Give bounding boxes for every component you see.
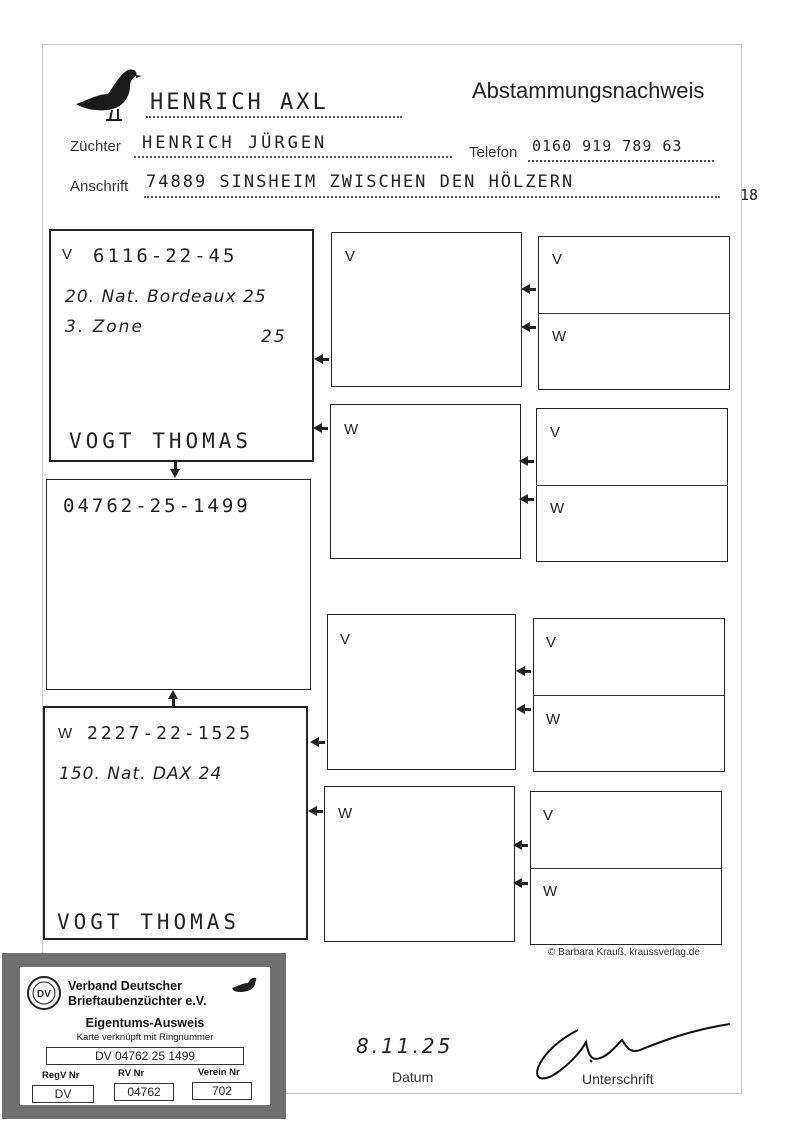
breeder-label: Züchter (70, 138, 121, 155)
pigeon-logo-icon (72, 64, 144, 124)
gen3-arrow-8-icon (513, 878, 522, 888)
card-col3-value: 702 (192, 1082, 252, 1100)
gen3-box-4-v-label: V (543, 807, 554, 824)
gen3-arrow-5-icon (516, 666, 525, 676)
address-line (144, 196, 720, 198)
date-label: Datum (392, 1069, 434, 1085)
gen3-box-2-v-label: V (550, 424, 561, 441)
pigeon-name: HENRICH AXL (150, 90, 329, 115)
gen3-box-1-divider (539, 313, 729, 314)
card-col1-label: RegV Nr (42, 1070, 80, 1081)
gen3-box-2-divider (537, 485, 727, 486)
ownership-card-inner (20, 967, 270, 1105)
sire-arrow-icon (170, 469, 180, 478)
card-col2-value: 04762 (114, 1083, 174, 1101)
address-number: 18 (740, 186, 759, 204)
card-subtitle: Karte verknüpft mit Ringnummer (76, 1032, 214, 1043)
gen3-box-3 (533, 618, 725, 772)
sire-sire-label: V (345, 248, 356, 265)
gen3-box-1 (538, 236, 730, 390)
dam-sex-label: W (58, 725, 73, 742)
card-ring-field: DV 04762 25 1499 (46, 1047, 244, 1065)
gen3-box-3-w-label: W (546, 711, 561, 728)
gen3-arrow-4-icon (519, 494, 528, 504)
sire-breeder: VOGT THOMAS (69, 429, 253, 453)
gen3-box-3-v-label: V (546, 634, 557, 651)
dam-result-1: 150. Nat. DAX 24 (59, 764, 223, 784)
sire-sire-arrow-icon (314, 354, 323, 364)
card-col1-value: DV (32, 1085, 94, 1103)
phone-value: 0160 919 789 63 (532, 137, 683, 155)
card-org-line-2: Brieftaubenzüchter e.V. (68, 994, 207, 1008)
sire-sire-box (331, 232, 522, 387)
card-title: Eigentums-Ausweis (85, 1016, 205, 1030)
gen3-box-4-divider (531, 868, 721, 869)
gen3-arrow-2-icon (521, 322, 530, 332)
ownership-card (2, 953, 286, 1119)
gen3-box-2 (536, 408, 728, 562)
address-label: Anschrift (70, 178, 129, 195)
card-pigeon-icon (230, 975, 258, 995)
copyright-text: © Barbara Krauß, kraussverlag.de (548, 947, 700, 958)
gen3-box-4 (530, 791, 722, 945)
sire-result-2: 3. Zone (65, 317, 144, 337)
dam-breeder: VOGT THOMAS (57, 910, 241, 934)
date-value: 8.11.25 (356, 1034, 454, 1058)
card-col2-label: RV Nr (118, 1068, 145, 1079)
dam-sire-box (327, 614, 516, 770)
sire-result-1: 20. Nat. Bordeaux 25 (65, 287, 267, 307)
gen3-box-1-w-label: W (552, 328, 567, 345)
gen3-arrow-7-icon (513, 840, 522, 850)
dam-box (43, 706, 308, 940)
gen3-box-3-divider (534, 695, 724, 696)
sire-dam-arrow-icon (313, 423, 322, 433)
card-col3-label: Verein Nr (198, 1067, 240, 1078)
subject-box (46, 479, 311, 690)
breeder-line (134, 156, 452, 158)
gen3-box-4-w-label: W (543, 883, 558, 900)
breeder-value: HENRICH JÜRGEN (142, 133, 328, 153)
dam-dam-box (324, 786, 515, 942)
sire-sex-label: V (62, 246, 73, 263)
subject-ring: 04762-25-1499 (63, 495, 251, 517)
gen3-arrow-1-icon (521, 284, 530, 294)
phone-line (528, 160, 714, 162)
address-value: 74889 SINSHEIM ZWISCHEN DEN HÖLZERN (146, 172, 575, 192)
phone-label: Telefon (469, 144, 518, 161)
association-logo-icon (26, 975, 62, 1011)
sire-dam-label: W (344, 421, 359, 438)
signature-image (530, 1016, 740, 1090)
sire-ring: 6116-22-45 (93, 245, 238, 267)
dam-dam-label: W (338, 805, 353, 822)
document-title: Abstammungsnachweis (472, 78, 705, 103)
card-org-line-1: Verband Deutscher (68, 979, 182, 993)
dam-ring: 2227-22-1525 (87, 723, 254, 744)
dam-sire-label: V (340, 631, 351, 648)
sire-dam-box (330, 404, 521, 559)
association-logo-text: DV (37, 989, 51, 1000)
gen3-box-2-w-label: W (550, 500, 565, 517)
sire-box (49, 229, 314, 462)
pigeon-name-line (146, 116, 402, 118)
gen3-arrow-6-icon (516, 704, 525, 714)
dam-dam-arrow-icon (308, 806, 317, 816)
sire-result-2-num: 25 (261, 327, 287, 347)
dam-sire-arrow-icon (310, 737, 319, 747)
gen3-arrow-3-icon (519, 456, 528, 466)
signature-label: Unterschrift (582, 1071, 654, 1087)
gen3-box-1-v-label: V (552, 251, 563, 268)
